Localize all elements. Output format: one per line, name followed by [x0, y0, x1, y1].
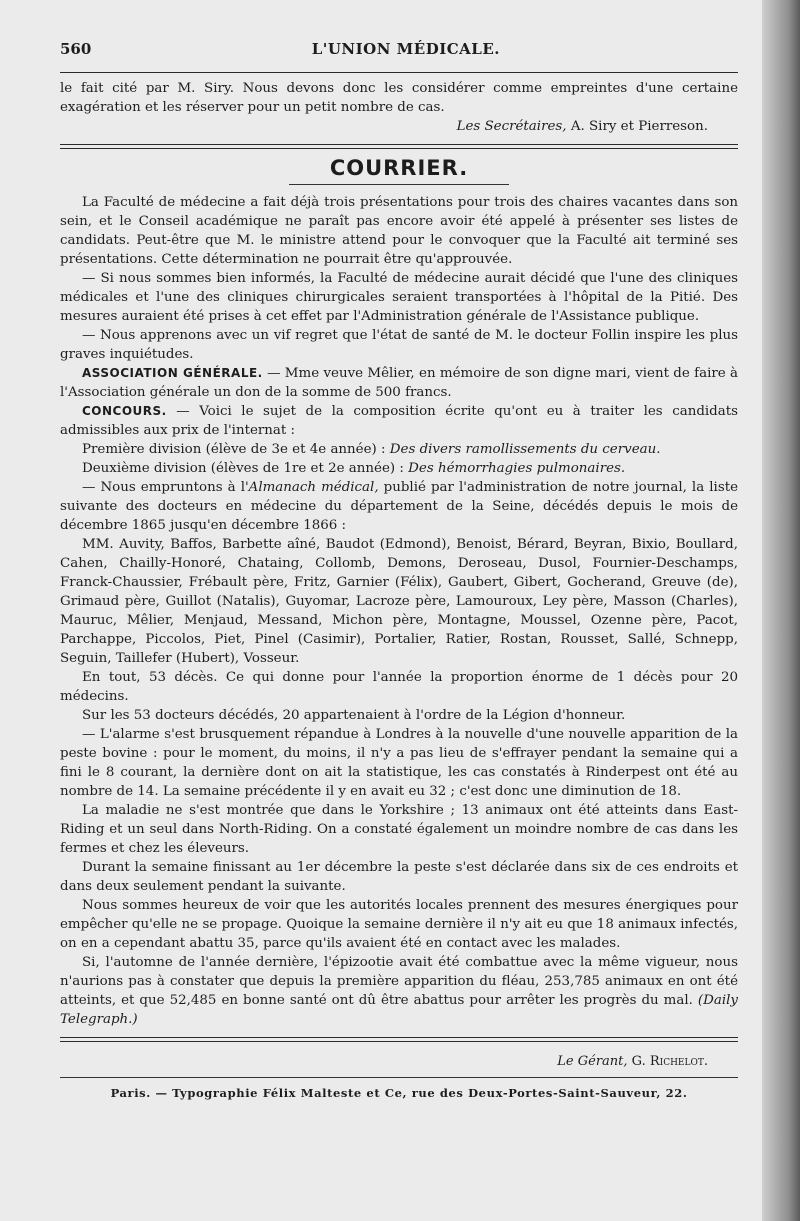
premiere-division-label: Première division (élève de 3e et 4e année) :: [82, 442, 390, 457]
secretaries-signature: [60, 117, 708, 136]
page-number: 560: [60, 40, 92, 58]
paragraph-premiere-division: [60, 440, 738, 459]
deuxieme-division-label: Deuxième division (élèves de 1re et 2e année) :: [82, 461, 409, 476]
title-underline: [289, 184, 509, 185]
page-content: [60, 40, 738, 1103]
association-lead: ASSOCIATION GÉNÉRALE.: [82, 366, 263, 380]
page-edge-shadow: [762, 0, 800, 1221]
paragraph-almanach: [60, 478, 738, 535]
paragraph-peste-bovine: — L'alarme s'est brusquement répandue à Londres à la nouvelle d'une nouvelle apparition de la peste bovine : pour le moment, du moins, il n'y a pas lieu de s'effrayer pendant la semaine qui a fini le 8 courant, la dernière dont on ait la statistique, les cas constatés à Rinderpest ont été au nombre de 14. La semaine précédente il y en avait eu 32 ; c'est donc une diminution de 18.: [60, 727, 738, 799]
footer-separator: [60, 1037, 738, 1042]
epizootie-text: Si, l'automne de l'année dernière, l'épizootie avait été combattue avec la même vigueur, nous n'aurions pas à constater que depuis la première apparition du fléau, 253,785 animaux en ont été atteints, et que 52,485 en bonne santé ont dû être abattus pour arrêter les progrès du mal.: [60, 955, 738, 1008]
deuxieme-division-subject: Des hémorrhagies pulmonaires.: [408, 461, 626, 476]
paragraph-epizootie: [60, 953, 738, 1029]
paragraph-faculte: La Faculté de médecine a fait déjà trois présentations pour trois des chaires vacantes dans son sein, et le Conseil académique ne paraît pas encore avoir été appelé à présenter ses listes de candidats. Peut-être que M. le ministre attend pour le convoquer que la Faculté ait terminé ses présentations. Cette détermination ne pourrait être qu'approuvée.: [60, 195, 738, 267]
almanach-title: Almanach médical,: [248, 480, 379, 495]
gerant-line: [60, 1052, 708, 1071]
concours-lead: CONCOURS.: [82, 404, 167, 418]
paragraph-deuxieme-division: [60, 459, 738, 478]
printer-rule: [60, 1077, 738, 1078]
running-head: [60, 40, 738, 68]
paragraph-cliniques: — Si nous sommes bien informés, la Faculté de médecine aurait décidé que l'une des cliniques médicales et l'une des cliniques chirurgicales seraient transportées à l'hôpital de la Pitié. Des mesures auraient été prises à cet effet par l'Administration générale de l'Assistance publique.: [60, 271, 738, 324]
paragraph-association: [60, 364, 738, 402]
association-text: — Mme veuve Mêlier, en mémoire de son digne mari, vient de faire à l'Association générale un don de la somme de 500 francs.: [60, 366, 738, 400]
signature-names: A. Siry et Pierreson.: [570, 119, 708, 134]
paragraph-mesures: Nous sommes heureux de voir que les autorités locales prennent des mesures énergiques pour empêcher qu'elle ne se propage. Quoique la semaine dernière il n'y ait eu que 18 animaux infectés, on en a cependant abattu 35, parce qu'ils avaient été en contact avec les malades.: [60, 898, 738, 951]
printer-imprint: Paris. — Typographie Félix Malteste et Ce, rue des Deux-Portes-Saint-Sauveur, 22.: [110, 1086, 688, 1100]
almanach-text-start: — Nous empruntons à l': [82, 480, 249, 495]
paragraph-legion-honneur: Sur les 53 docteurs décédés, 20 appartenaient à l'ordre de la Légion d'honneur.: [82, 708, 626, 723]
premiere-division-subject: Des divers ramollissements du cerveau.: [389, 442, 661, 457]
paragraph-semaine: Durant la semaine finissant au 1er décembre la peste s'est déclarée dans six de ces endroits et dans deux seulement pendant la suivante.: [60, 860, 738, 894]
paragraph-yorkshire: La maladie ne s'est montrée que dans le Yorkshire ; 13 animaux ont été atteints dans East-Riding et un seul dans North-Riding. On a constaté également un moindre nombre de cas dans les fermes et chez les éleveurs.: [60, 803, 738, 856]
paragraph-total-deaths: En tout, 53 décès. Ce qui donne pour l'année la proportion énorme de 1 décès pour 20 médecins.: [60, 670, 738, 704]
intro-paragraph: le fait cité par M. Siry. Nous devons donc les considérer comme empreintes d'une certaine exagération et les réserver pour un petit nombre de cas.: [60, 81, 738, 115]
paragraph-follin: — Nous apprenons avec un vif regret que l'état de santé de M. le docteur Follin inspire les plus graves inquiétudes.: [60, 328, 738, 362]
gerant-name: G. Richelot.: [631, 1054, 708, 1069]
section-title: COURRIER.: [329, 156, 469, 180]
journal-title: L'UNION MÉDICALE.: [311, 40, 500, 58]
header-rule: [60, 72, 738, 73]
signature-label: Les Secrétaires,: [456, 119, 567, 134]
section-separator: [60, 144, 738, 149]
concours-text: — Voici le sujet de la composition écrite qu'ont eu à traiter les candidats admissibles aux prix de l'internat :: [60, 404, 738, 438]
almanach-text-end: publié par l'administration de notre journal, la liste suivante des docteurs en médecine du département de la Seine, décédés depuis le mois de décembre 1865 jusqu'en décembre 1866 :: [60, 480, 738, 533]
paragraph-deceased-list: MM. Auvity, Baffos, Barbette aîné, Baudot (Edmond), Benoist, Bérard, Beyran, Bixio, Boullard, Cahen, Chailly-Honoré, Chataing, Collomb, Demons, Deroseau, Dusol, Fournier-Deschamps, Franck-Chaussier, Frébault père, Fritz, Garnier (Félix), Gaubert, Gibert, Gocherand, Greuve (de), Grimaud père, Guillot (Natalis), Guyomar, Lacroze père, Lamouroux, Ley père, Masson (Charles), Mauruc, Mêlier, Menjaud, Messand, Michon père, Montagne, Moussel, Ozenne père, Pacot, Parchappe, Piccolos, Piet, Pinel (Casimir), Portalier, Ratier, Rostan, Rousset, Sallé, Schnepp, Seguin, Taillefer (Hubert), Vosseur.: [60, 537, 738, 666]
gerant-label: Le Gérant,: [557, 1054, 628, 1069]
paragraph-concours: [60, 402, 738, 440]
source-citation: (Daily Telegraph.): [60, 993, 738, 1027]
